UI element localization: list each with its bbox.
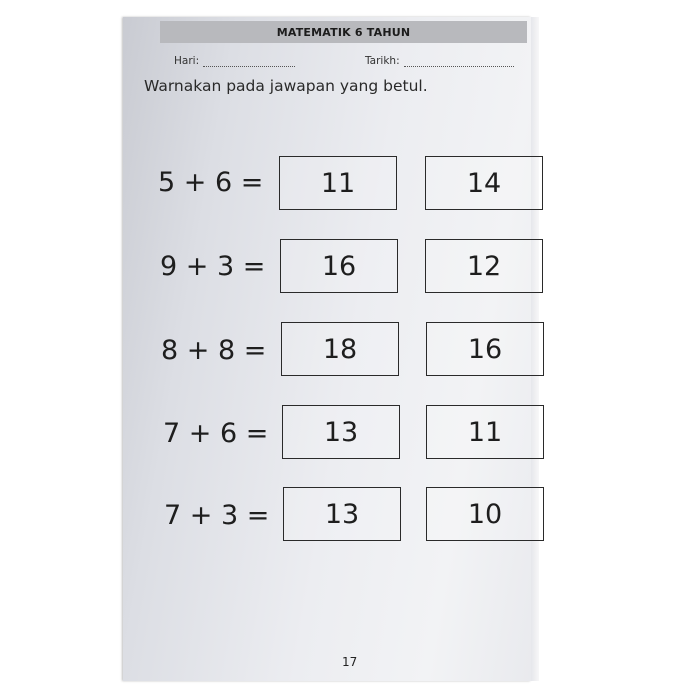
question-equation: 9 + 3 = bbox=[160, 251, 266, 282]
title-bar bbox=[160, 21, 527, 43]
answer-box[interactable]: 18 bbox=[281, 322, 399, 376]
answer-box[interactable]: 13 bbox=[283, 487, 401, 541]
answer-box[interactable]: 10 bbox=[426, 487, 544, 541]
question-equation: 5 + 6 = bbox=[158, 167, 264, 198]
answer-box[interactable]: 11 bbox=[279, 156, 397, 210]
answer-box[interactable]: 12 bbox=[425, 239, 543, 293]
question-equation: 7 + 3 = bbox=[164, 500, 270, 531]
answer-box[interactable]: 14 bbox=[425, 156, 543, 210]
answer-box[interactable]: 13 bbox=[282, 405, 400, 459]
day-label: Hari: bbox=[174, 55, 200, 67]
day-field[interactable] bbox=[174, 55, 295, 67]
date-label: Tarikh: bbox=[365, 55, 400, 67]
answer-box[interactable]: 11 bbox=[426, 405, 544, 459]
date-line bbox=[404, 57, 514, 67]
question-equation: 8 + 8 = bbox=[161, 335, 267, 366]
question-equation: 7 + 6 = bbox=[163, 418, 269, 449]
answer-box[interactable]: 16 bbox=[426, 322, 544, 376]
date-field[interactable] bbox=[365, 55, 514, 67]
day-line bbox=[203, 57, 295, 67]
instruction-text: Warnakan pada jawapan yang betul. bbox=[144, 77, 428, 95]
page-number: 17 bbox=[342, 655, 358, 669]
answer-box[interactable]: 16 bbox=[280, 239, 398, 293]
worksheet-title: MATEMATIK 6 TAHUN bbox=[276, 25, 411, 39]
